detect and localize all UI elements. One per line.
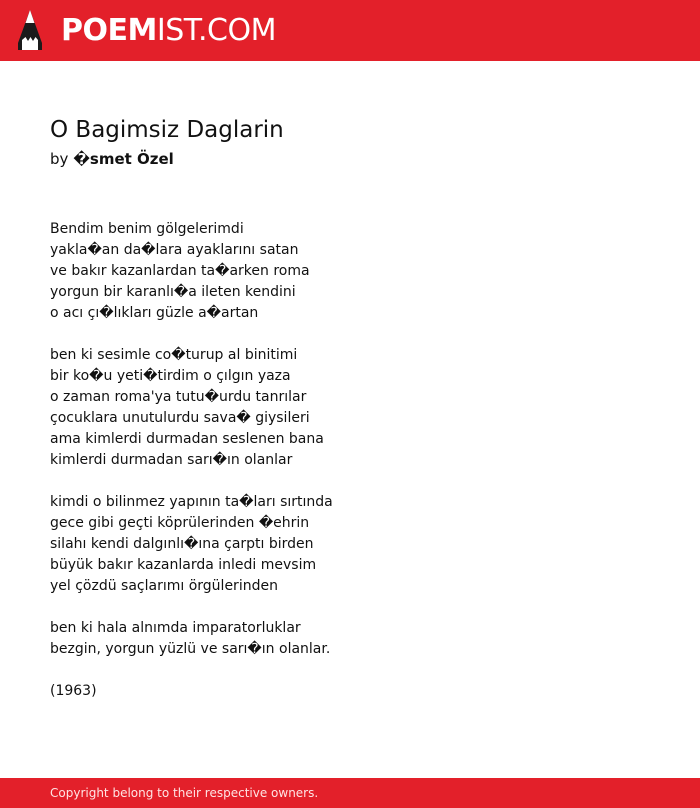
- stanza: [50, 492, 333, 597]
- brand-bold-text: POEM: [61, 13, 157, 48]
- poem-line: ama kimlerdi durmadan seslenen bana: [50, 431, 324, 447]
- poem-line: Bendim benim gölgelerimdi: [50, 221, 244, 237]
- stanza: [50, 345, 333, 471]
- poem-line: ve bakır kazanlardan ta�arken roma: [50, 263, 310, 279]
- poem-line: büyük bakır kazanlarda inledi mevsim: [50, 557, 317, 573]
- stanza: [50, 618, 333, 660]
- poem-byline: [50, 150, 174, 168]
- by-label: by: [50, 150, 69, 168]
- stanza: [50, 219, 333, 324]
- poem-title: O Bagimsiz Daglarin: [50, 117, 284, 143]
- site-footer: [0, 778, 700, 808]
- site-logo-text[interactable]: [61, 14, 276, 48]
- poem-line: çocuklara unutulurdu sava� giysileri: [50, 410, 310, 426]
- site-header: [0, 0, 700, 61]
- brand-light-text: IST.COM: [156, 13, 276, 48]
- poem-line: silahı kendi dalgınlı�ına çarptı birden: [50, 536, 314, 552]
- poem-line: bir ko�u yeti�tirdim o çılgın yaza: [50, 368, 291, 384]
- poem-line: kimdi o bilinmez yapının ta�ları sırtında: [50, 494, 333, 510]
- poem-line: kimlerdi durmadan sarı�ın olanlar: [50, 452, 293, 468]
- copyright-text: Copyright belong to their respective owners.: [50, 786, 319, 800]
- poem-line: bezgin, yorgun yüzlü ve sarı�ın olanlar.: [50, 641, 331, 657]
- poem-body: [50, 219, 333, 702]
- poem-line: o acı çı�lıkları güzle a�artan: [50, 305, 259, 321]
- author-name[interactable]: �smet Özel: [73, 150, 174, 168]
- poem-line: ben ki hala alnımda imparatorluklar: [50, 620, 301, 636]
- poem-line: yakla�an da�lara ayaklarını satan: [50, 242, 299, 258]
- poem-line: yorgun bir karanlı�a ileten kendini: [50, 284, 296, 300]
- poem-line: ben ki sesimle co�turup al binitimi: [50, 347, 298, 363]
- poem-year: (1963): [50, 683, 97, 699]
- poem-line: yel çözdü saçlarımı örgülerinden: [50, 578, 278, 594]
- poem-line: o zaman roma'ya tutu�urdu tanrılar: [50, 389, 307, 405]
- pencil-tip-icon[interactable]: [17, 9, 43, 51]
- poem-line: gece gibi geçti köprülerinden �ehrin: [50, 515, 310, 531]
